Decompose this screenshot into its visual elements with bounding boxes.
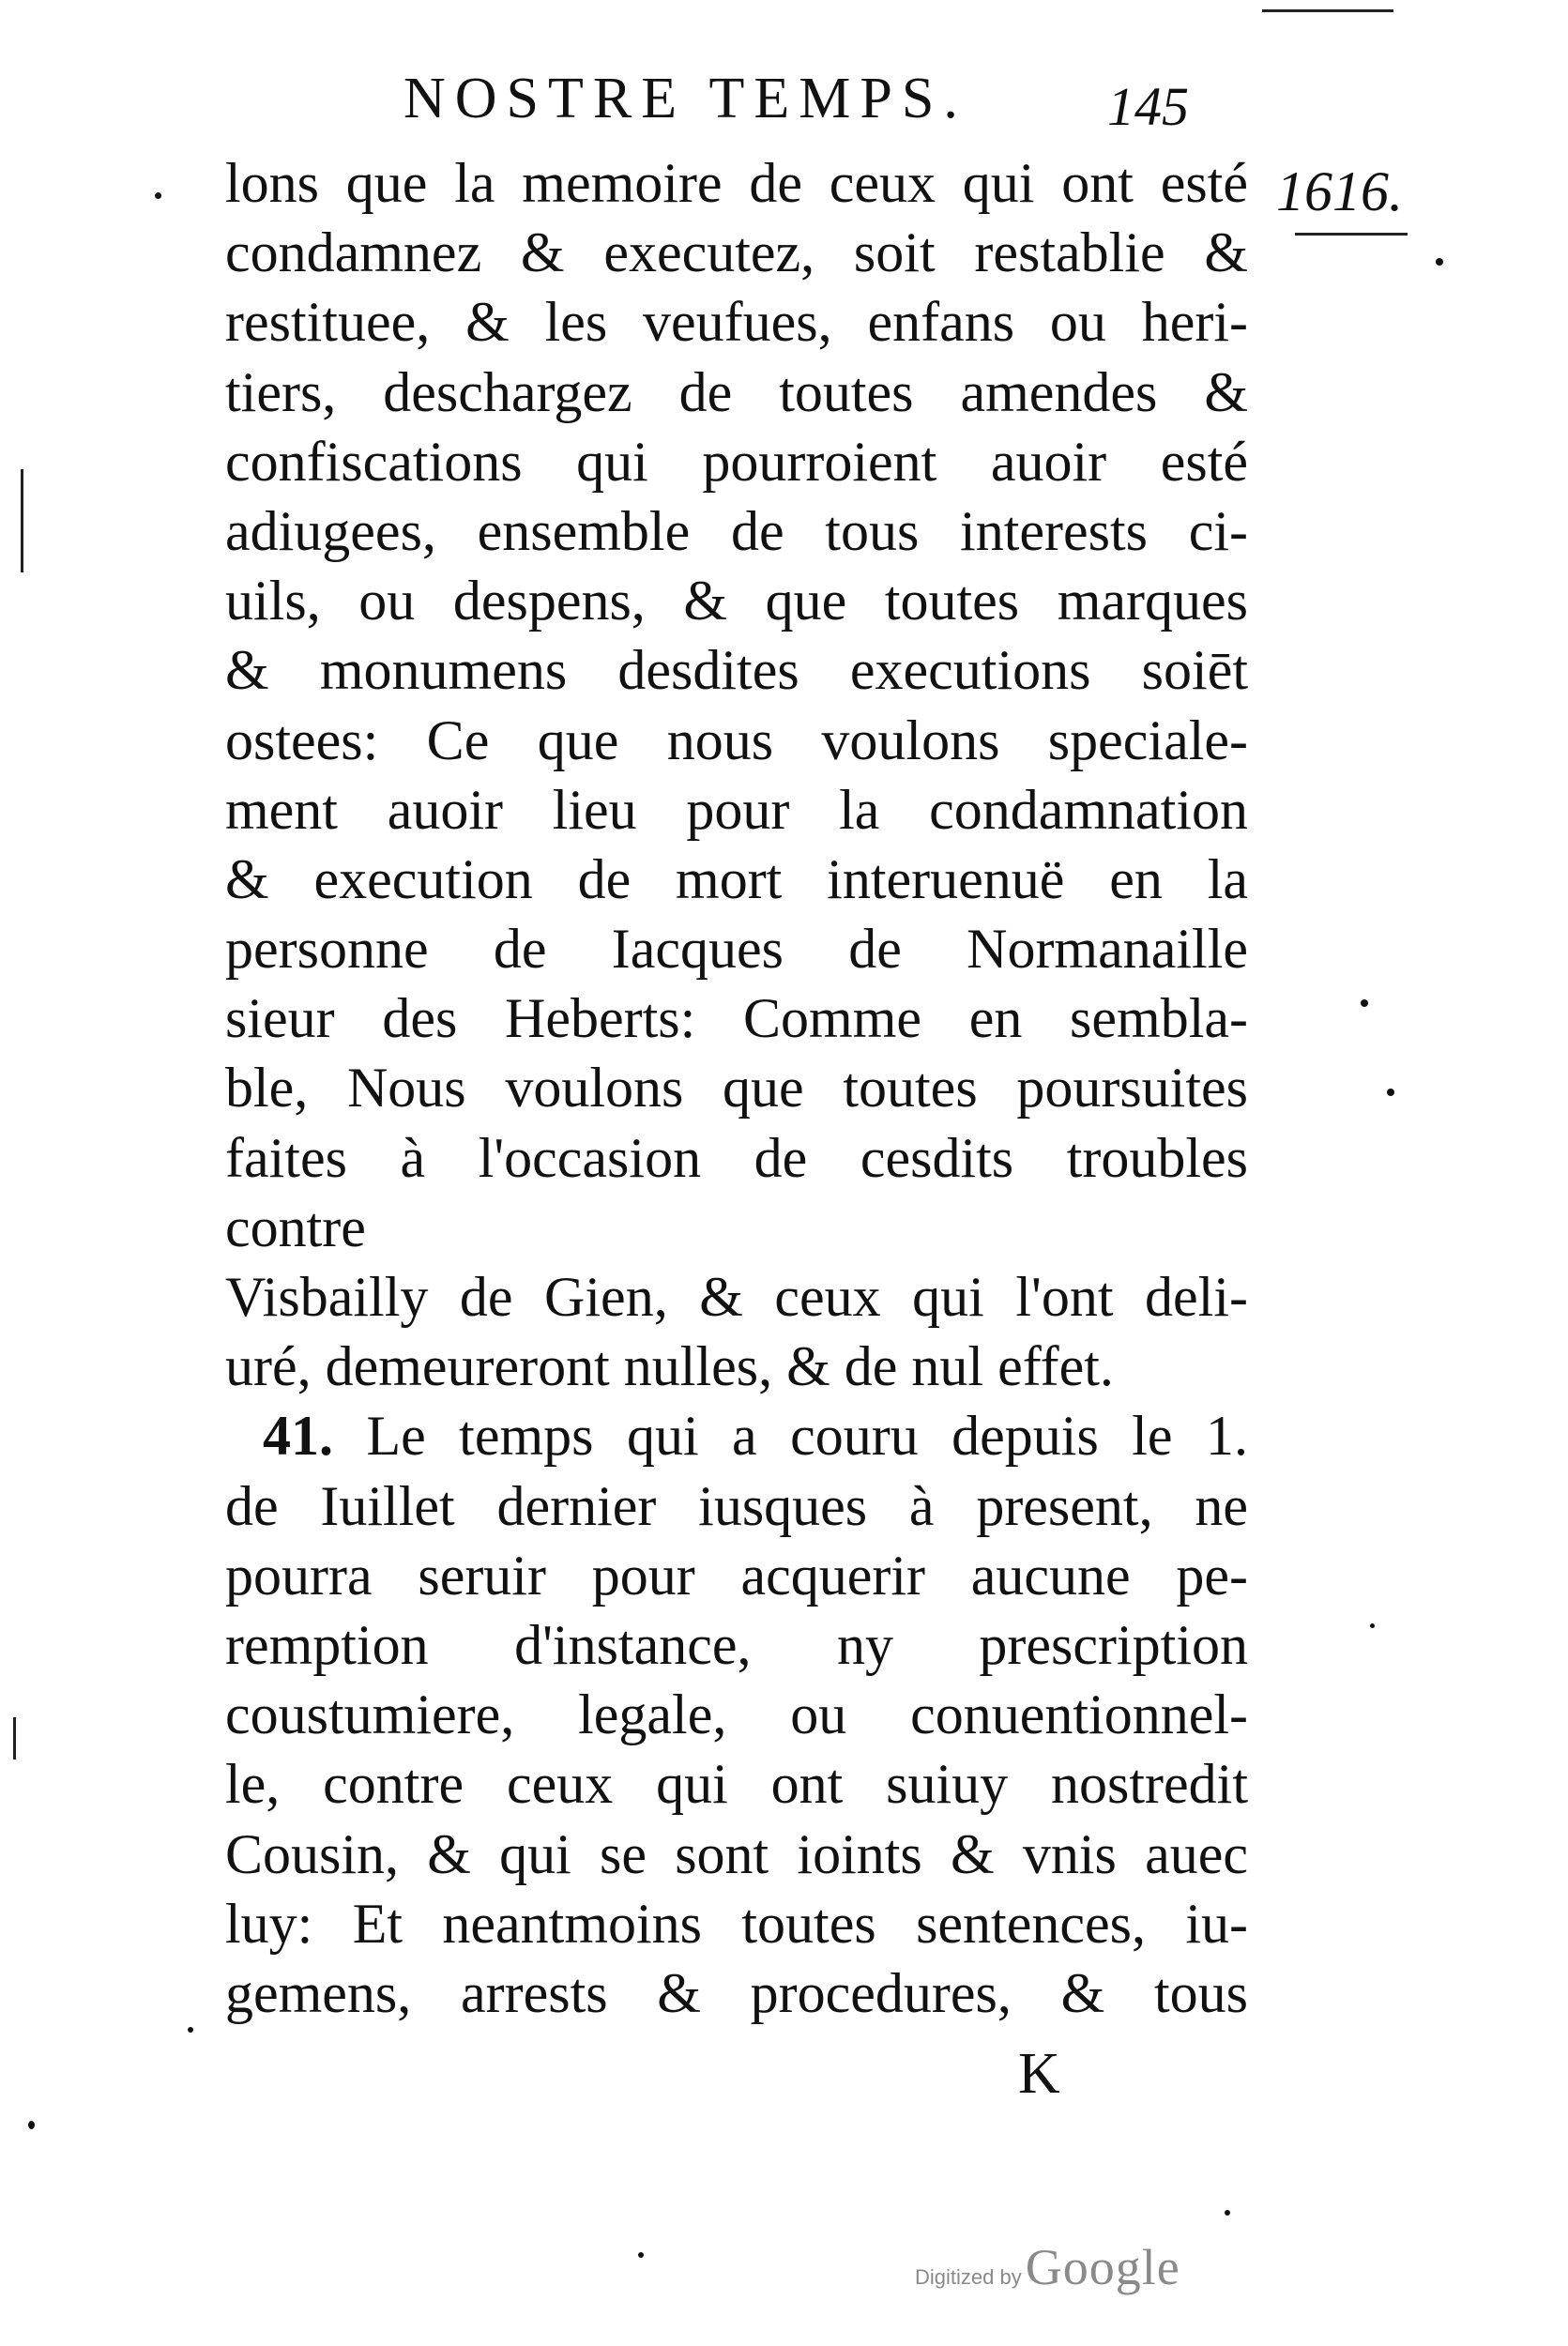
scan-speck <box>188 2027 193 2033</box>
text-line: adiugees, ensemble de tous interests ci- <box>225 499 1248 562</box>
page-number: 145 <box>1107 76 1189 137</box>
text-line: lons que la memoire de ceux qui ont esté <box>225 152 1248 214</box>
body-text <box>225 148 1248 2028</box>
scan-speck <box>1361 999 1368 1007</box>
scan-speck <box>1387 1089 1394 1096</box>
margin-year-note: 1616. <box>1276 160 1403 222</box>
text-line: restituee, & les veufues, enfans ou heri- <box>225 291 1248 354</box>
scan-speck <box>155 192 161 199</box>
scan-mark <box>1262 9 1393 12</box>
running-title: NOSTRE TEMPS. <box>403 67 967 130</box>
text-line: Cousin, & qui se sont ioints & vnis auec <box>225 1822 1248 1885</box>
text-line: luy: Et neantmoins toutes sentences, iu- <box>225 1892 1248 1955</box>
scan-speck <box>28 2121 35 2129</box>
text-line: ment auoir lieu pour la condamnation <box>225 778 1248 841</box>
text-line: uils, ou despens, & que toutes marques <box>225 570 1248 632</box>
text-line: Visbailly de Gien, & ceux qui l'ont deli- <box>225 1266 1248 1328</box>
scan-speck <box>638 2252 644 2258</box>
text-line: le, contre ceux qui ont suiuy nostredit <box>225 1753 1248 1816</box>
text-line: sieur des Heberts: Comme en sembla- <box>225 987 1248 1050</box>
margin-rule <box>1295 233 1408 236</box>
text-line: gemens, arrests & procedures, & tous <box>225 1961 1248 2024</box>
text-line: ostees: Ce que nous voulons speciale- <box>225 708 1248 771</box>
text-line: confiscations qui pourroient auoir esté <box>225 430 1248 493</box>
signature-mark: K <box>1018 2042 1060 2106</box>
text-line: & monumens desdites executions soiēt <box>225 639 1248 702</box>
text-line: pourra seruir pour acquerir aucune pe- <box>225 1544 1248 1607</box>
text-line: uré, demeureront nulles, & de nul effet. <box>225 1335 1114 1398</box>
text-line: faites à l'occasion de cesdits troubles <box>225 1126 1248 1189</box>
digitized-watermark <box>915 2238 1180 2296</box>
digitized-brand: Google <box>1025 2239 1180 2295</box>
scan-mark <box>13 1717 16 1760</box>
text-line: remption d'instance, ny prescription <box>225 1613 1248 1676</box>
scan-speck <box>1225 2210 1230 2216</box>
text-line: condamnez & executez, soit restablie & <box>225 221 1248 284</box>
text-line: coustumiere, legale, ou conuentionnel- <box>225 1683 1248 1746</box>
scan-mark <box>21 469 23 572</box>
digitized-label: Digitized by <box>915 2265 1022 2289</box>
scan-speck <box>1436 258 1443 266</box>
text-line: personne de Iacques de Normanaille <box>225 918 1248 981</box>
text-line: tiers, deschargez de toutes amendes & <box>225 360 1248 423</box>
text-line: Le temps qui a couru depuis le 1. <box>366 1405 1249 1468</box>
text-line: ble, Nous voulons que toutes poursuites <box>225 1057 1248 1120</box>
text-line: de Iuillet dernier iusques à present, ne <box>225 1474 1248 1537</box>
paragraph-41-first-line <box>225 1401 1248 1470</box>
text-line: & execution de mort interuenuë en la <box>225 847 1248 910</box>
text-line: contre <box>225 1196 366 1258</box>
scan-speck <box>1370 1623 1375 1628</box>
paragraph-number: 41. <box>263 1405 333 1468</box>
